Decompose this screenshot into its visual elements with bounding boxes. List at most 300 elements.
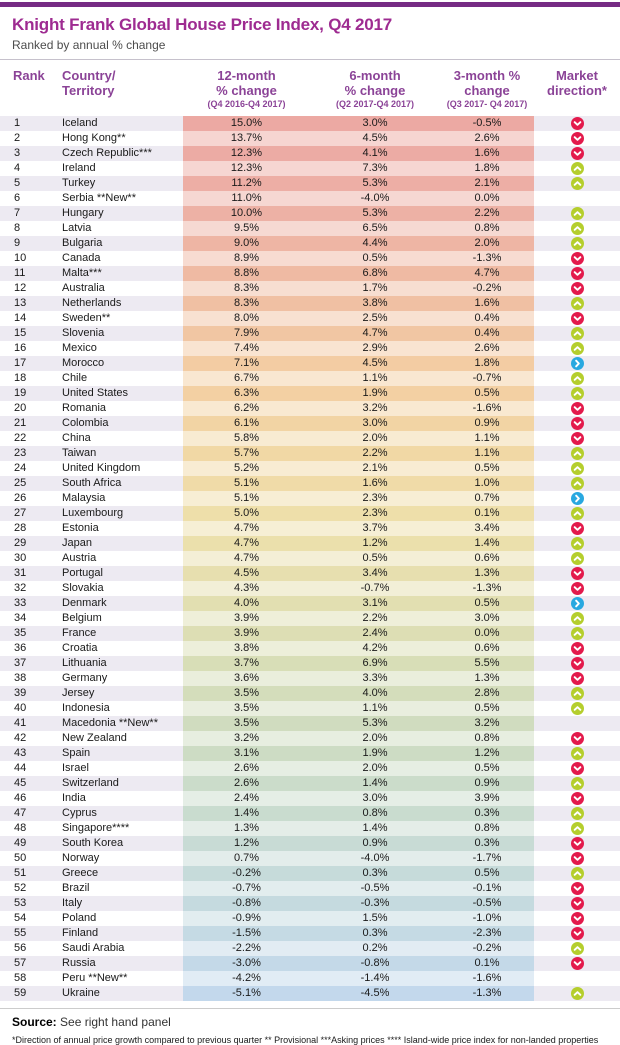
value-6-month-cell: 1.1% — [310, 371, 440, 386]
chevron-up-icon — [571, 822, 584, 835]
value-12-month-cell: 7.9% — [183, 326, 310, 341]
rank-cell: 56 — [14, 942, 27, 954]
value-12-month-cell: 3.5% — [183, 701, 310, 716]
value-3-month-cell: 1.1% — [440, 446, 534, 461]
value-6-month-cell: 3.2% — [310, 401, 440, 416]
rank-cell: 36 — [14, 642, 27, 654]
table-row — [0, 521, 620, 536]
value-3-month-cell: 1.6% — [440, 296, 534, 311]
table-row — [0, 911, 620, 926]
country-cell: Colombia — [62, 417, 109, 429]
column-header-12-month: 12-month % change (Q4 2016-Q4 2017) — [183, 68, 310, 116]
chevron-down-icon — [571, 657, 584, 670]
value-12-month-cell: 15.0% — [183, 116, 310, 131]
table-row — [0, 686, 620, 701]
chevron-up-icon — [571, 477, 584, 490]
footnote: *Direction of annual price growth compared to previous quarter ** Provisional ***Asking prices **** Island-wide price index for non-landed properties — [12, 1035, 599, 1045]
value-3-month-cell: 1.8% — [440, 161, 534, 176]
direction-cell — [534, 611, 620, 626]
value-12-month-cell: 0.7% — [183, 851, 310, 866]
table-row — [0, 191, 620, 206]
value-3-month-cell: 3.0% — [440, 611, 534, 626]
country-cell: Saudi Arabia — [62, 942, 125, 954]
page-title: Knight Frank Global House Price Index, Q4 2017 — [12, 15, 393, 34]
source-line — [0, 1009, 620, 1029]
value-3-month-cell: 0.0% — [440, 626, 534, 641]
chevron-up-icon — [571, 747, 584, 760]
value-3-month-cell: 0.8% — [440, 731, 534, 746]
table-row — [0, 416, 620, 431]
value-3-month-cell: 1.0% — [440, 476, 534, 491]
value-12-month-cell: 2.6% — [183, 776, 310, 791]
direction-cell — [534, 836, 620, 851]
value-3-month-cell: -0.1% — [440, 881, 534, 896]
value-6-month-cell: 3.4% — [310, 566, 440, 581]
rank-cell: 32 — [14, 582, 27, 594]
value-12-month-cell: 2.4% — [183, 791, 310, 806]
table-row — [0, 956, 620, 971]
value-12-month-cell: 5.1% — [183, 476, 310, 491]
value-3-month-cell: 1.4% — [440, 536, 534, 551]
value-6-month-cell: 0.5% — [310, 251, 440, 266]
chevron-up-icon — [571, 177, 584, 190]
value-12-month-cell: 6.1% — [183, 416, 310, 431]
rank-cell: 52 — [14, 882, 27, 894]
rank-cell: 39 — [14, 687, 27, 699]
value-3-month-cell: 0.6% — [440, 641, 534, 656]
header — [0, 7, 620, 52]
direction-cell — [534, 851, 620, 866]
table-row — [0, 671, 620, 686]
country-cell: New Zealand — [62, 732, 127, 744]
table-row — [0, 446, 620, 461]
value-6-month-cell: 5.3% — [310, 716, 440, 731]
table-row — [0, 986, 620, 1001]
value-12-month-cell: 4.3% — [183, 581, 310, 596]
chevron-down-icon — [571, 522, 584, 535]
country-cell: Italy — [62, 897, 83, 909]
rank-cell: 51 — [14, 867, 27, 879]
value-3-month-cell: -1.3% — [440, 251, 534, 266]
chevron-right-icon — [571, 597, 584, 610]
direction-cell — [534, 986, 620, 1001]
rank-cell: 2 — [14, 132, 21, 144]
chevron-down-icon — [571, 147, 584, 160]
column-headers — [0, 60, 620, 116]
value-12-month-cell: 3.5% — [183, 686, 310, 701]
direction-cell — [534, 476, 620, 491]
table-row — [0, 341, 620, 356]
chevron-down-icon — [571, 567, 584, 580]
value-12-month-cell: 3.9% — [183, 611, 310, 626]
value-12-month-cell: -0.8% — [183, 896, 310, 911]
chevron-down-icon — [571, 852, 584, 865]
value-12-month-cell: 5.8% — [183, 431, 310, 446]
value-3-month-cell: -1.6% — [440, 971, 534, 986]
value-6-month-cell: 4.1% — [310, 146, 440, 161]
table-row — [0, 356, 620, 371]
value-3-month-cell: 5.5% — [440, 656, 534, 671]
value-6-month-cell: -0.7% — [310, 581, 440, 596]
value-6-month-cell: -0.5% — [310, 881, 440, 896]
table-row — [0, 386, 620, 401]
chevron-up-icon — [571, 612, 584, 625]
value-6-month-cell: 2.0% — [310, 431, 440, 446]
value-12-month-cell: 11.0% — [183, 191, 310, 206]
table-row — [0, 296, 620, 311]
rank-cell: 15 — [14, 327, 27, 339]
value-12-month-cell: 8.3% — [183, 281, 310, 296]
chevron-down-icon — [571, 732, 584, 745]
value-3-month-cell: 0.9% — [440, 416, 534, 431]
table-row — [0, 971, 620, 986]
rank-cell: 59 — [14, 987, 27, 999]
country-cell: Australia — [62, 282, 105, 294]
chevron-down-icon — [571, 432, 584, 445]
value-6-month-cell: 1.6% — [310, 476, 440, 491]
chevron-up-icon — [571, 342, 584, 355]
chevron-down-icon — [571, 582, 584, 595]
direction-cell — [534, 791, 620, 806]
table-row — [0, 536, 620, 551]
value-6-month-cell: 2.0% — [310, 731, 440, 746]
chevron-up-icon — [571, 237, 584, 250]
value-12-month-cell: 3.7% — [183, 656, 310, 671]
direction-cell — [534, 686, 620, 701]
value-6-month-cell: 3.0% — [310, 416, 440, 431]
chevron-up-icon — [571, 552, 584, 565]
table-row — [0, 731, 620, 746]
value-12-month-cell: 1.2% — [183, 836, 310, 851]
country-cell: Greece — [62, 867, 99, 879]
direction-cell — [534, 536, 620, 551]
column-header-rank: Rank — [13, 68, 45, 83]
chevron-down-icon — [571, 132, 584, 145]
direction-cell — [534, 731, 620, 746]
page-subtitle: Ranked by annual % change — [12, 38, 166, 52]
value-12-month-cell: 10.0% — [183, 206, 310, 221]
source-label: Source: — [12, 1015, 57, 1029]
direction-cell — [534, 296, 620, 311]
value-3-month-cell: 1.8% — [440, 356, 534, 371]
chevron-down-icon — [571, 897, 584, 910]
country-cell: Hong Kong** — [62, 132, 126, 144]
table-row — [0, 926, 620, 941]
value-3-month-cell: 0.0% — [440, 191, 534, 206]
value-6-month-cell: 3.7% — [310, 521, 440, 536]
country-cell: Singapore**** — [62, 822, 130, 834]
chevron-up-icon — [571, 687, 584, 700]
value-6-month-cell: 1.4% — [310, 821, 440, 836]
value-6-month-cell: 1.2% — [310, 536, 440, 551]
rank-cell: 49 — [14, 837, 27, 849]
value-3-month-cell: 1.6% — [440, 146, 534, 161]
value-3-month-cell: -1.6% — [440, 401, 534, 416]
table-row — [0, 311, 620, 326]
value-12-month-cell: -0.9% — [183, 911, 310, 926]
value-6-month-cell: 3.8% — [310, 296, 440, 311]
rank-cell: 4 — [14, 162, 21, 174]
value-6-month-cell: 3.0% — [310, 116, 440, 131]
chevron-up-icon — [571, 327, 584, 340]
table-body — [0, 116, 620, 1001]
chevron-down-icon — [571, 792, 584, 805]
chevron-down-icon — [571, 672, 584, 685]
country-cell: Mexico — [62, 342, 97, 354]
value-12-month-cell: 3.9% — [183, 626, 310, 641]
value-12-month-cell: 4.5% — [183, 566, 310, 581]
country-cell: Croatia — [62, 642, 98, 654]
chevron-up-icon — [571, 447, 584, 460]
rank-cell: 34 — [14, 612, 27, 624]
rank-cell: 24 — [14, 462, 27, 474]
direction-cell — [534, 326, 620, 341]
chevron-up-icon — [571, 777, 584, 790]
country-cell: Finland — [62, 927, 99, 939]
country-cell: Poland — [62, 912, 97, 924]
rank-cell: 31 — [14, 567, 27, 579]
direction-cell — [534, 806, 620, 821]
table-row — [0, 116, 620, 131]
value-6-month-cell: 3.3% — [310, 671, 440, 686]
value-12-month-cell: 3.2% — [183, 731, 310, 746]
value-3-month-cell: 2.0% — [440, 236, 534, 251]
value-3-month-cell: 0.6% — [440, 551, 534, 566]
value-6-month-cell: 2.1% — [310, 461, 440, 476]
direction-cell — [534, 761, 620, 776]
value-12-month-cell: 4.7% — [183, 521, 310, 536]
country-cell: Jersey — [62, 687, 95, 699]
direction-cell — [534, 176, 620, 191]
direction-cell — [534, 821, 620, 836]
direction-cell — [534, 461, 620, 476]
country-cell: Peru **New** — [62, 972, 128, 984]
value-6-month-cell: 6.9% — [310, 656, 440, 671]
value-6-month-cell: -0.8% — [310, 956, 440, 971]
table-row — [0, 851, 620, 866]
value-6-month-cell: 4.4% — [310, 236, 440, 251]
table-row — [0, 506, 620, 521]
value-3-month-cell: 1.1% — [440, 431, 534, 446]
country-cell: China — [62, 432, 91, 444]
chevron-down-icon — [571, 957, 584, 970]
value-12-month-cell: 8.8% — [183, 266, 310, 281]
value-12-month-cell: 1.3% — [183, 821, 310, 836]
value-6-month-cell: 2.3% — [310, 506, 440, 521]
direction-cell — [534, 206, 620, 221]
country-cell: Russia — [62, 957, 96, 969]
rank-cell: 41 — [14, 717, 27, 729]
column-header-6-month: 6-month % change (Q2 2017-Q4 2017) — [310, 68, 440, 116]
source-text: See right hand panel — [60, 1015, 171, 1029]
value-3-month-cell: 0.8% — [440, 821, 534, 836]
rank-cell: 23 — [14, 447, 27, 459]
value-3-month-cell: 3.2% — [440, 716, 534, 731]
table-row — [0, 551, 620, 566]
column-header-market-direction: Market direction* — [547, 68, 607, 98]
direction-cell — [534, 251, 620, 266]
value-3-month-cell: -1.3% — [440, 581, 534, 596]
value-6-month-cell: -0.3% — [310, 896, 440, 911]
rank-cell: 43 — [14, 747, 27, 759]
value-6-month-cell: 0.8% — [310, 806, 440, 821]
value-6-month-cell: 3.0% — [310, 791, 440, 806]
rank-cell: 55 — [14, 927, 27, 939]
rank-cell: 17 — [14, 357, 27, 369]
rank-cell: 5 — [14, 177, 21, 189]
value-3-month-cell: 2.6% — [440, 131, 534, 146]
table-row — [0, 566, 620, 581]
rank-cell: 40 — [14, 702, 27, 714]
rank-cell: 16 — [14, 342, 27, 354]
table-row — [0, 476, 620, 491]
value-12-month-cell: 6.2% — [183, 401, 310, 416]
rank-cell: 25 — [14, 477, 27, 489]
direction-cell — [534, 551, 620, 566]
table-row — [0, 401, 620, 416]
rank-cell: 47 — [14, 807, 27, 819]
rank-cell: 26 — [14, 492, 27, 504]
country-cell: Estonia — [62, 522, 99, 534]
chevron-down-icon — [571, 642, 584, 655]
value-6-month-cell: 2.4% — [310, 626, 440, 641]
table-row — [0, 251, 620, 266]
table-row — [0, 281, 620, 296]
value-12-month-cell: 1.4% — [183, 806, 310, 821]
rank-cell: 35 — [14, 627, 27, 639]
rank-cell: 6 — [14, 192, 21, 204]
value-6-month-cell: 4.5% — [310, 131, 440, 146]
country-cell: Portugal — [62, 567, 103, 579]
direction-cell — [534, 896, 620, 911]
table-row — [0, 836, 620, 851]
chevron-up-icon — [571, 987, 584, 1000]
value-12-month-cell: -0.2% — [183, 866, 310, 881]
value-12-month-cell: 8.9% — [183, 251, 310, 266]
direction-cell — [534, 596, 620, 611]
rank-cell: 20 — [14, 402, 27, 414]
table-row — [0, 746, 620, 761]
table-row — [0, 776, 620, 791]
rank-cell: 21 — [14, 417, 27, 429]
value-3-month-cell: -1.7% — [440, 851, 534, 866]
direction-cell — [534, 716, 620, 731]
table-row — [0, 881, 620, 896]
table-row — [0, 581, 620, 596]
direction-cell — [534, 386, 620, 401]
value-3-month-cell: 0.7% — [440, 491, 534, 506]
value-6-month-cell: 4.5% — [310, 356, 440, 371]
chevron-down-icon — [571, 837, 584, 850]
direction-cell — [534, 956, 620, 971]
value-12-month-cell: 5.2% — [183, 461, 310, 476]
value-6-month-cell: 4.7% — [310, 326, 440, 341]
direction-cell — [534, 701, 620, 716]
chevron-down-icon — [571, 882, 584, 895]
table-row — [0, 221, 620, 236]
value-6-month-cell: 4.2% — [310, 641, 440, 656]
value-12-month-cell: -3.0% — [183, 956, 310, 971]
rank-cell: 8 — [14, 222, 21, 234]
value-12-month-cell: 8.3% — [183, 296, 310, 311]
country-cell: Spain — [62, 747, 91, 759]
direction-cell — [534, 416, 620, 431]
direction-cell — [534, 656, 620, 671]
value-6-month-cell: 2.2% — [310, 446, 440, 461]
rank-cell: 54 — [14, 912, 27, 924]
value-6-month-cell: 2.3% — [310, 491, 440, 506]
country-cell: Malaysia — [62, 492, 106, 504]
value-6-month-cell: 0.3% — [310, 926, 440, 941]
chevron-down-icon — [571, 267, 584, 280]
direction-cell — [534, 371, 620, 386]
table-row — [0, 761, 620, 776]
rank-cell: 57 — [14, 957, 27, 969]
value-12-month-cell: 6.3% — [183, 386, 310, 401]
value-3-month-cell: 3.9% — [440, 791, 534, 806]
value-6-month-cell: 2.2% — [310, 611, 440, 626]
value-3-month-cell: -1.3% — [440, 986, 534, 1001]
country-cell: Germany — [62, 672, 108, 684]
country-cell: Israel — [62, 762, 89, 774]
table-row — [0, 791, 620, 806]
value-3-month-cell: -0.2% — [440, 281, 534, 296]
direction-cell — [534, 926, 620, 941]
value-12-month-cell: -0.7% — [183, 881, 310, 896]
value-12-month-cell: 4.7% — [183, 536, 310, 551]
country-cell: Czech Republic*** — [62, 147, 152, 159]
chevron-right-icon — [571, 492, 584, 505]
rank-cell: 13 — [14, 297, 27, 309]
table-row — [0, 491, 620, 506]
country-cell: Hungary — [62, 207, 104, 219]
country-cell: Taiwan — [62, 447, 97, 459]
rank-cell: 22 — [14, 432, 27, 444]
chevron-down-icon — [571, 282, 584, 295]
direction-cell — [534, 581, 620, 596]
value-3-month-cell: 0.5% — [440, 761, 534, 776]
value-6-month-cell: 1.4% — [310, 776, 440, 791]
table-row — [0, 716, 620, 731]
direction-cell — [534, 626, 620, 641]
column-subheader-3-month: (Q3 2017- Q4 2017) — [446, 99, 528, 109]
value-3-month-cell: 2.1% — [440, 176, 534, 191]
table-row — [0, 176, 620, 191]
value-3-month-cell: 0.4% — [440, 311, 534, 326]
country-cell: Turkey — [62, 177, 96, 189]
value-3-month-cell: 1.3% — [440, 566, 534, 581]
country-cell: Austria — [62, 552, 97, 564]
direction-cell — [534, 881, 620, 896]
direction-cell — [534, 521, 620, 536]
value-3-month-cell: -0.5% — [440, 896, 534, 911]
value-3-month-cell: 4.7% — [440, 266, 534, 281]
table-row — [0, 461, 620, 476]
country-cell: Norway — [62, 852, 100, 864]
country-cell: India — [62, 792, 86, 804]
value-3-month-cell: -0.2% — [440, 941, 534, 956]
direction-cell — [534, 146, 620, 161]
country-cell: France — [62, 627, 97, 639]
direction-cell — [534, 191, 620, 206]
value-3-month-cell: 2.2% — [440, 206, 534, 221]
direction-cell — [534, 746, 620, 761]
rank-cell: 50 — [14, 852, 27, 864]
value-12-month-cell: -2.2% — [183, 941, 310, 956]
chevron-up-icon — [571, 462, 584, 475]
country-cell: Denmark — [62, 597, 107, 609]
country-cell: Malta*** — [62, 267, 102, 279]
